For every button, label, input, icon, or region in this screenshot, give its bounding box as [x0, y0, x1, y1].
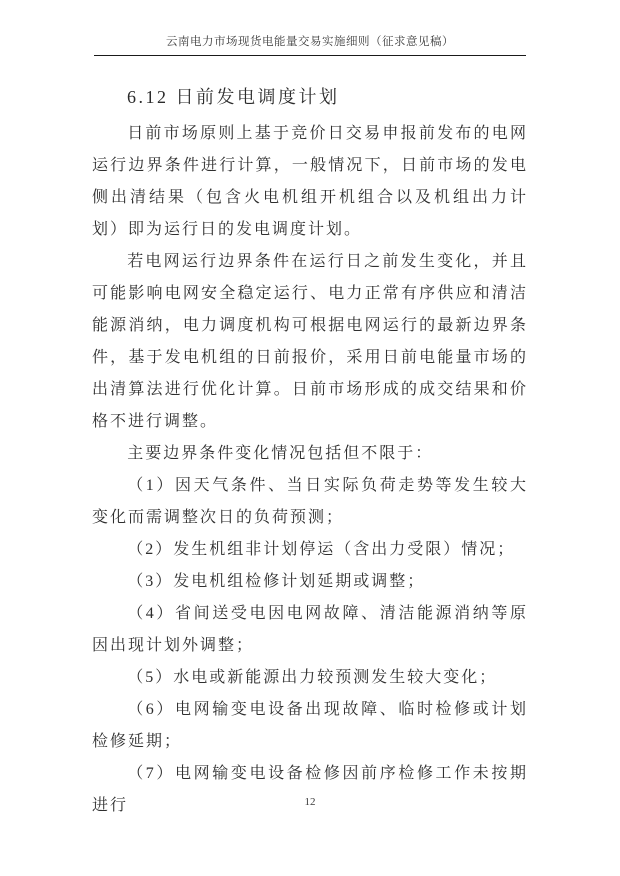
list-item: （5）水电或新能源出力较预测发生较大变化； — [127, 669, 498, 686]
list-item: （3）发电机组检修计划延期或调整； — [127, 573, 426, 590]
section-heading: 6.12 日前发电调度计划 — [127, 87, 340, 107]
list-item: （2）发生机组非计划停运（含出力受限）情况； — [127, 541, 516, 558]
list-item: （1）因天气条件、当日实际负荷走势等发生较大变化而需调整次日的负荷预测； — [92, 477, 528, 526]
page-content — [92, 82, 528, 822]
running-header: 云南电力市场现货电能量交易实施细则（征求意见稿） — [166, 36, 454, 48]
header-rule — [94, 55, 526, 56]
list-intro: 主要边界条件变化情况包括但不限于： — [127, 445, 434, 462]
list-item: （4）省间送受电因电网故障、清洁能源消纳等原因出现计划外调整； — [92, 605, 528, 654]
list-item: （7）电网输变电设备检修因前序检修工作未按期进行 — [92, 765, 528, 814]
list-item: （6）电网输变电设备出现故障、临时检修或计划检修延期； — [92, 701, 528, 750]
paragraph: 日前市场原则上基于竞价日交易申报前发布的电网运行边界条件进行计算，一般情况下，日前市场的发电侧出清结果（包含火电机组开机组合以及机组出力计划）即为运行日的发电调度计划。 — [92, 125, 528, 238]
paragraph: 若电网运行边界条件在运行日之前发生变化，并且可能影响电网安全稳定运行、电力正常有序供应和清洁能源消纳，电力调度机构可根据电网运行的最新边界条件，基于发电机组的日前报价，采用日前电能量市场的出清算法进行优化计算。日前市场形成的成交结果和价格不进行调整。 — [92, 253, 528, 430]
page-number: 12 — [304, 796, 316, 808]
